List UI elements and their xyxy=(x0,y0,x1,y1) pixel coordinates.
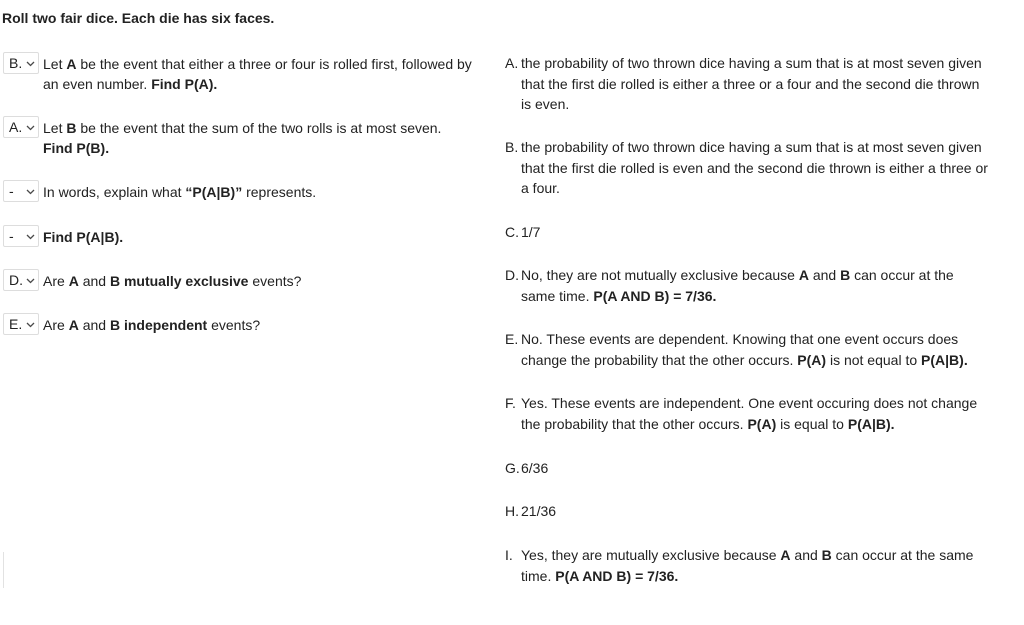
text-segment: 6/36 xyxy=(521,460,549,476)
bold-text-segment: B xyxy=(66,120,77,136)
bold-text-segment: P(A) xyxy=(797,351,827,368)
answer-choice-a xyxy=(505,53,990,115)
choice-text xyxy=(521,53,990,115)
text-segment: Yes, they are mutually exclusive because xyxy=(521,547,781,563)
text-segment: No, they are not mutually exclusive because xyxy=(521,267,799,283)
choice-text xyxy=(521,265,990,306)
answer-choice-d xyxy=(505,265,990,306)
chevron-down-icon xyxy=(26,187,35,196)
answer-dropdown-2[interactable] xyxy=(3,116,39,138)
answer-choice-g xyxy=(505,458,990,479)
question-text xyxy=(43,118,473,158)
bold-text-segment: Find P(A|B). xyxy=(43,229,124,245)
answer-dropdown-5[interactable] xyxy=(3,269,39,291)
text-segment: and xyxy=(78,317,110,333)
text-segment: Are xyxy=(43,273,69,289)
question-6 xyxy=(3,315,483,335)
text-segment: Are xyxy=(43,317,69,333)
text-segment: is not equal to xyxy=(826,351,922,368)
answer-dropdown-6[interactable] xyxy=(3,313,39,335)
chevron-down-icon xyxy=(26,123,35,132)
bold-text-segment: A xyxy=(66,56,77,72)
bold-text-segment: B xyxy=(109,317,121,333)
choice-text xyxy=(521,458,990,479)
choice-letter: B. xyxy=(505,139,519,155)
choice-letter: G. xyxy=(505,460,520,476)
dropdown-value: - xyxy=(9,228,14,244)
text-segment: represents. xyxy=(242,184,317,200)
bold-text-segment: independent xyxy=(120,317,208,333)
question-text xyxy=(43,315,473,335)
bold-text-segment: A xyxy=(780,547,791,563)
chevron-down-icon xyxy=(26,59,35,68)
bold-text-segment: Find P(A). xyxy=(151,76,218,92)
bold-text-segment: P(A AND B) = 7/36. xyxy=(555,567,679,584)
text-segment: 21/36 xyxy=(521,503,557,519)
chevron-down-icon xyxy=(26,232,35,241)
dropdown-value: A. xyxy=(9,119,23,135)
bold-text-segment: P(A|B). xyxy=(847,415,895,432)
bold-text-segment: A xyxy=(798,267,809,283)
choice-text xyxy=(521,137,990,199)
question-4 xyxy=(3,227,483,247)
text-segment: and xyxy=(808,267,841,283)
chevron-down-icon xyxy=(26,320,35,329)
choice-letter: C. xyxy=(505,224,519,240)
choice-letter: E. xyxy=(505,331,519,347)
answer-choice-i xyxy=(505,545,990,586)
text-segment: No. These events are dependent. Knowing that one event occurs does change the probability that the other occurs. xyxy=(521,331,959,368)
question-text xyxy=(43,271,473,291)
question-text xyxy=(43,54,473,94)
answer-dropdown-3[interactable] xyxy=(3,180,39,202)
question-3 xyxy=(3,182,483,202)
bold-text-segment: B xyxy=(840,267,851,283)
question-text xyxy=(43,182,473,202)
text-segment: In words, explain what xyxy=(43,184,186,200)
choice-letter: H. xyxy=(505,503,519,519)
bold-text-segment: A xyxy=(68,317,79,333)
bold-text-segment: mutually exclusive xyxy=(120,273,249,289)
text-segment: be the event that either a three or four is rolled first, followed by an even number. xyxy=(43,56,472,92)
text-segment: Let xyxy=(43,56,67,72)
answer-choice-e xyxy=(505,329,990,370)
choice-letter: A. xyxy=(505,55,519,71)
question-2 xyxy=(3,118,483,158)
answer-dropdown-1[interactable] xyxy=(3,52,39,74)
question-1 xyxy=(3,54,483,94)
choice-text xyxy=(521,545,990,586)
text-segment: the probability of two thrown dice having a sum that is at most seven given that the first die rolled is even and the second die thrown is either a three or a four. xyxy=(521,139,988,196)
text-segment: the probability of two thrown dice having a sum that is at most seven given that the first die rolled is either a three or a four and the second die thrown is even. xyxy=(521,55,982,112)
chevron-down-icon xyxy=(26,276,35,285)
choice-letter: I. xyxy=(505,547,513,563)
bold-text-segment: A xyxy=(68,273,79,289)
choice-text xyxy=(521,222,990,243)
choice-text xyxy=(521,329,990,370)
choice-text xyxy=(521,501,990,522)
text-segment: can occur at the same time. xyxy=(521,267,954,304)
bold-text-segment: P(A|B). xyxy=(921,351,968,368)
dropdown-value: D. xyxy=(9,272,23,288)
text-segment: and xyxy=(790,547,822,563)
bold-text-segment: Find P(B). xyxy=(43,140,110,156)
bold-text-segment: P(A) xyxy=(747,415,777,432)
left-edge-divider xyxy=(0,552,4,588)
text-segment: 1/7 xyxy=(521,224,541,240)
bold-text-segment: B xyxy=(821,547,832,563)
bold-text-segment: B xyxy=(109,273,121,289)
dropdown-value: B. xyxy=(9,55,23,71)
text-segment: is equal to xyxy=(776,415,848,432)
text-segment: Yes. These events are independent. One event occuring does not change the probability that the other occurs. xyxy=(521,395,978,432)
text-segment: can occur at the same time. xyxy=(521,547,974,584)
answer-choice-b xyxy=(505,137,990,199)
text-segment: and xyxy=(78,273,110,289)
text-segment: be the event that the sum of the two rolls is at most seven. xyxy=(76,120,442,136)
text-segment: events? xyxy=(248,273,302,289)
dropdown-value: - xyxy=(9,183,14,199)
bold-text-segment: P(A AND B) = 7/36. xyxy=(593,287,717,304)
answer-choice-c xyxy=(505,222,990,243)
choice-text xyxy=(521,393,990,434)
answer-choice-h xyxy=(505,501,990,522)
bold-text-segment: “P(A|B)” xyxy=(185,184,243,200)
problem-title: Roll two fair dice. Each die has six faces. xyxy=(2,10,275,26)
dropdown-value: E. xyxy=(9,316,23,332)
text-segment: Let xyxy=(43,120,67,136)
answer-dropdown-4[interactable] xyxy=(3,225,39,247)
question-text xyxy=(43,227,473,247)
text-segment: events? xyxy=(207,317,261,333)
choice-letter: F. xyxy=(505,395,516,411)
answer-choice-f xyxy=(505,393,990,434)
question-5 xyxy=(3,271,483,291)
choice-letter: D. xyxy=(505,267,519,283)
